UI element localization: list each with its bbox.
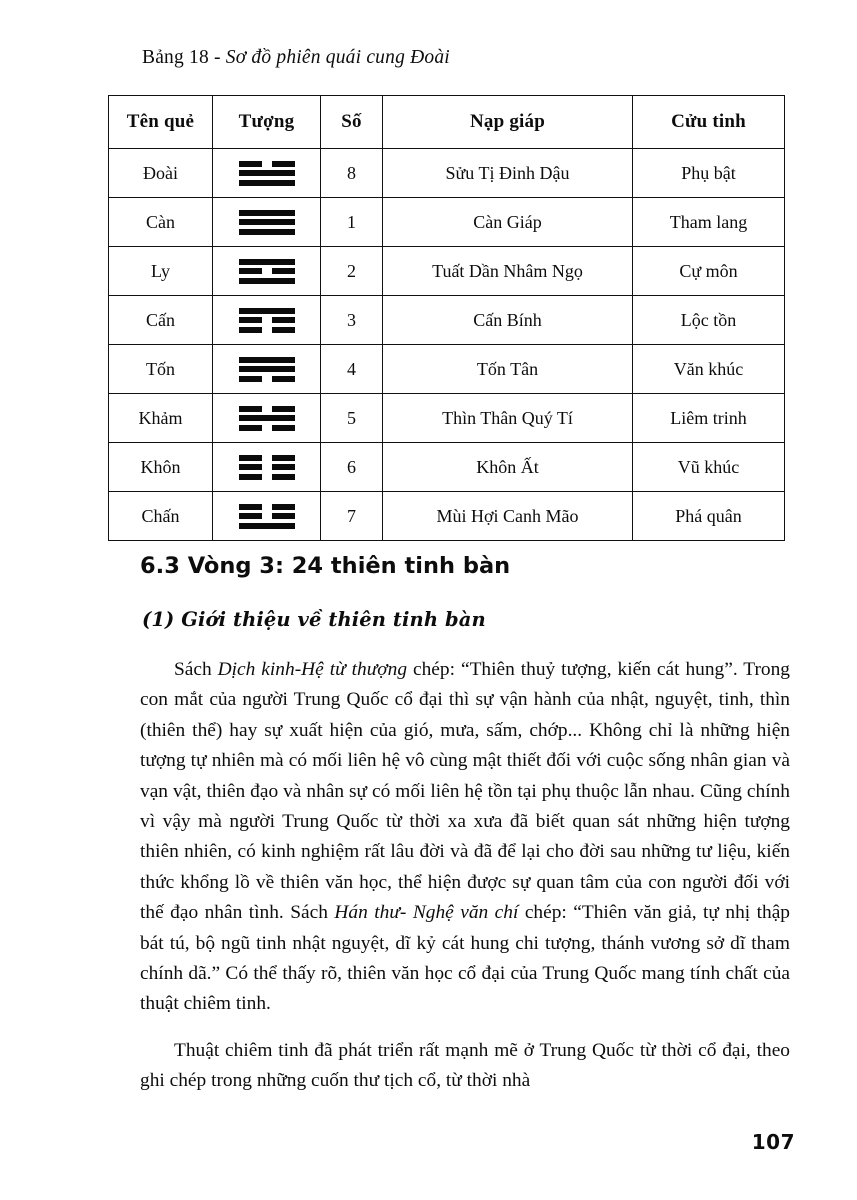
trigram-line-broken — [239, 513, 295, 519]
cell-text: Khảm — [138, 407, 183, 428]
trigram-line-solid — [239, 219, 295, 225]
ton-trigram — [239, 351, 295, 387]
cell-nap-giap: Sửu Tị Đinh Dậu — [383, 149, 633, 198]
column-header-ten-que: Tên quẻ — [109, 96, 213, 149]
trigram-line-solid — [239, 357, 295, 363]
cell-ten-que — [109, 247, 213, 296]
ly-trigram — [239, 253, 295, 289]
khon-trigram — [239, 449, 295, 485]
cell-tuong — [213, 394, 321, 443]
bang-18-table — [108, 95, 785, 541]
trigram-line-broken — [239, 161, 295, 167]
section-heading: 6.3 Vòng 3: 24 thiên tinh bàn — [140, 553, 511, 579]
cell-cuu-tinh: Liêm trinh — [633, 394, 785, 443]
cell-nap-giap: Khôn Ất — [383, 443, 633, 492]
trigram-line-broken — [239, 268, 295, 274]
table-row — [109, 492, 785, 541]
cell-ten-que — [109, 198, 213, 247]
subsection-heading: (1) Giới thiệu về thiên tinh bàn — [142, 608, 486, 631]
table-row — [109, 247, 785, 296]
cell-tuong — [213, 149, 321, 198]
cell-tuong — [213, 296, 321, 345]
trigram-line-solid — [239, 523, 295, 529]
cell-so: 7 — [321, 492, 383, 541]
cell-cuu-tinh: Lộc tồn — [633, 296, 785, 345]
cell-tuong — [213, 345, 321, 394]
cell-text: Chấn — [141, 505, 180, 526]
chan-trigram — [239, 498, 295, 534]
cell-ten-que — [109, 394, 213, 443]
can-trigram — [239, 204, 295, 240]
cell-tuong — [213, 492, 321, 541]
cell-text: Càn — [146, 211, 175, 232]
cell-nap-giap: Mùi Hợi Canh Mão — [383, 492, 633, 541]
cell-ten-que — [109, 149, 213, 198]
cell-so: 8 — [321, 149, 383, 198]
column-header-cuu-tinh: Cửu tinh — [633, 96, 785, 149]
trigram-line-broken — [239, 464, 295, 470]
cell-tuong — [213, 198, 321, 247]
cell-cuu-tinh: Cự môn — [633, 247, 785, 296]
cell-nap-giap: Tốn Tân — [383, 345, 633, 394]
para1-segment-3: chép: “Thiên văn giả, tự nhị thập bát tú, bộ ngũ tinh nhật nguyệt, dĩ kỷ cát hung chi tượng, thánh vương sở dĩ tham chính dã.” Có thể thấy rõ, thiên văn học cổ đại của Trung Quốc mang tính chất của thuật chiêm tinh. — [140, 902, 790, 1015]
table-row — [109, 149, 785, 198]
table-row — [109, 443, 785, 492]
cell-ten-que — [109, 492, 213, 541]
trigram-line-broken — [239, 425, 295, 431]
cell-tuong — [213, 443, 321, 492]
trigram-line-broken — [239, 455, 295, 461]
cell-nap-giap: Tuất Dần Nhâm Ngọ — [383, 247, 633, 296]
trigram-line-solid — [239, 259, 295, 265]
cell-so: 6 — [321, 443, 383, 492]
cell-cuu-tinh: Vũ khúc — [633, 443, 785, 492]
cell-tuong — [213, 247, 321, 296]
trigram-line-broken — [239, 474, 295, 480]
table-row — [109, 394, 785, 443]
cell-nap-giap: Càn Giáp — [383, 198, 633, 247]
book-title-han-thu: Hán thư- Nghệ văn chí — [334, 902, 519, 924]
cell-nap-giap: Cấn Bính — [383, 296, 633, 345]
trigram-line-solid — [239, 415, 295, 421]
cell-so: 4 — [321, 345, 383, 394]
para1-segment-2: chép: “Thiên thuỷ tượng, kiến cát hung”. Trong con mắt của người Trung Quốc cổ đại thì sự vận hành của nhật, nguyệt, tinh, thìn (thiên thể) hay sự xuất hiện của gió, mưa, sấm, chớp... Không chỉ là những hiện tượng tự nhiên mà có mối liên hệ vô cùng mật thiết đối với cuộc sống nhân gian và vạn vật, thiên đạo và nhân sự có mối liên hệ tồn tại phụ thuộc lẫn nhau. Cũng chính vì vậy mà người Trung Quốc từ thời xa xưa đã biết quan sát những hiện tượng thiên nhiên, có kinh nghiệm rất lâu đời và đã để lại cho đời sau những tư liệu, kiến thức khổng lồ về thiên văn học, thể hiện được sự quan tâm của con người đối với thế đạo nhân tình. Sách — [140, 659, 790, 924]
page-number: 107 — [751, 1130, 795, 1154]
cell-so: 5 — [321, 394, 383, 443]
cell-text: Ly — [150, 260, 170, 281]
cell-cuu-tinh: Văn khúc — [633, 345, 785, 394]
cell-so: 1 — [321, 198, 383, 247]
trigram-line-broken — [239, 406, 295, 412]
trigram-line-solid — [239, 366, 295, 372]
table-caption-title: Sơ đồ phiên quái cung Đoài — [225, 47, 450, 68]
column-header-so: Số — [321, 96, 383, 149]
doai-trigram — [239, 155, 295, 191]
table-caption — [142, 47, 450, 69]
trigram-line-solid — [239, 278, 295, 284]
trigram-line-broken — [239, 504, 295, 510]
cell-text: Đoài — [143, 162, 178, 183]
trigram-line-solid — [239, 170, 295, 176]
cell-so: 2 — [321, 247, 383, 296]
cell-ten-que — [109, 345, 213, 394]
paragraph-text: Thuật chiêm tinh đã phát triển rất mạnh mẽ ở Trung Quốc từ thời cổ đại, theo ghi chép trong những cuốn thư tịch cổ, từ thời nhà — [140, 1040, 790, 1092]
cell-text: Cấn — [146, 309, 175, 330]
cell-text: Khôn — [140, 456, 181, 477]
cell-cuu-tinh: Phụ bật — [633, 149, 785, 198]
cell-nap-giap: Thìn Thân Quý Tí — [383, 394, 633, 443]
table-row — [109, 345, 785, 394]
cell-cuu-tinh: Phá quân — [633, 492, 785, 541]
bang-18-table-wrapper — [108, 95, 784, 541]
cell-text: Tốn — [146, 358, 175, 379]
column-header-tuong: Tượng — [213, 96, 321, 149]
column-header-nap-giap: Nạp giáp — [383, 96, 633, 149]
table-header-row — [109, 96, 785, 149]
body-paragraph-2 — [140, 1036, 790, 1097]
trigram-line-solid — [239, 308, 295, 314]
can-son-trigram — [239, 302, 295, 338]
table-row — [109, 198, 785, 247]
cell-ten-que — [109, 443, 213, 492]
trigram-line-broken — [239, 317, 295, 323]
book-title-dich-kinh: Dịch kinh-Hệ từ thượng — [217, 659, 408, 680]
cell-so: 3 — [321, 296, 383, 345]
table-body — [109, 149, 785, 541]
trigram-line-solid — [239, 180, 295, 186]
para1-segment-1: Sách — [174, 659, 218, 680]
body-paragraph-1 — [140, 655, 790, 1020]
table-caption-label: Bảng 18 - — [142, 47, 226, 68]
cell-cuu-tinh: Tham lang — [633, 198, 785, 247]
trigram-line-solid — [239, 229, 295, 235]
trigram-line-solid — [239, 210, 295, 216]
trigram-line-broken — [239, 327, 295, 333]
trigram-line-broken — [239, 376, 295, 382]
kham-trigram — [239, 400, 295, 436]
table-row — [109, 296, 785, 345]
cell-ten-que — [109, 296, 213, 345]
paragraph-text — [140, 655, 790, 1020]
